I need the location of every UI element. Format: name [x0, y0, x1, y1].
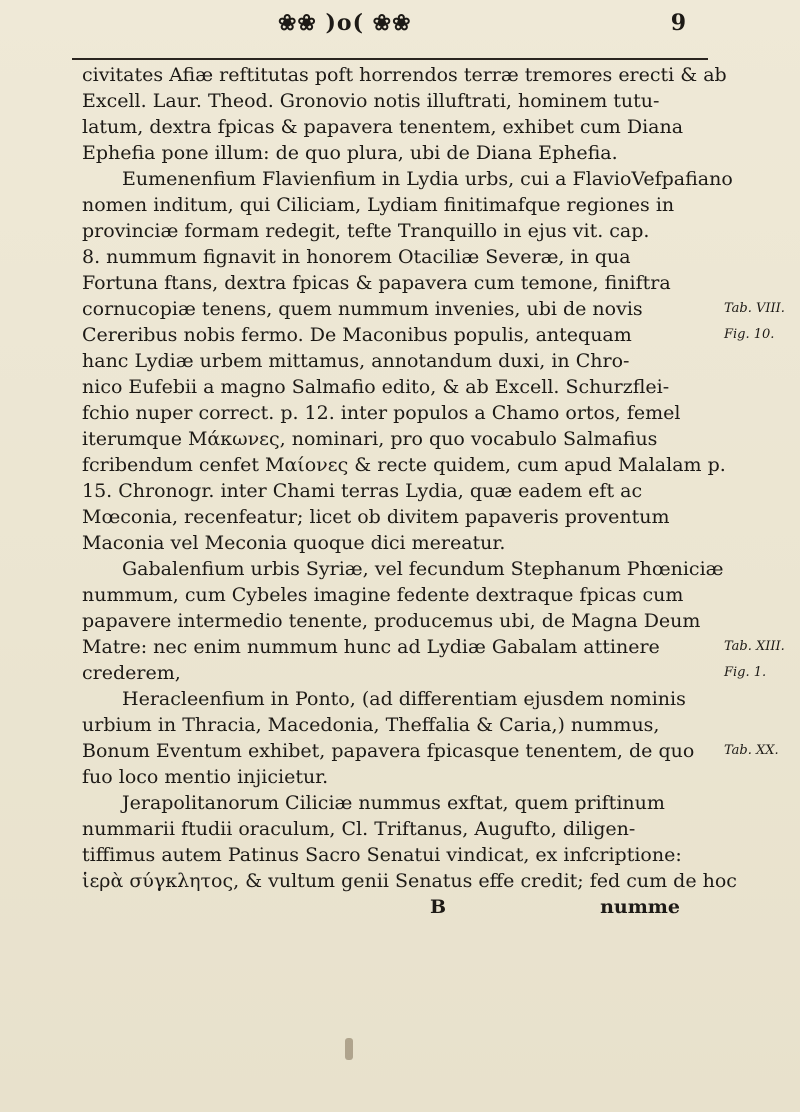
- margin-note-fig: Fig. 10.: [724, 327, 775, 342]
- text-line: nummarii ftudii oraculum, Cl. Triftanus, Augufto, diligen-: [82, 818, 636, 840]
- text-line: fuo loco mentio injicietur.: [82, 766, 329, 788]
- text-line: Heracleenfium in Ponto, (ad differentiam ejusdem nominis: [122, 688, 686, 710]
- text-line: fcribendum cenfet Μαίονες & recte quidem, cum apud Malalam p.: [82, 454, 726, 476]
- page-header: [80, 10, 700, 50]
- margin-note-tab: Tab. XX.: [724, 743, 779, 758]
- text-line: hanc Lydiæ urbem mittamus, annotandum duxi, in Chro-: [82, 350, 630, 372]
- text-line: Ephefia pone illum: de quo plura, ubi de Diana Ephefia.: [82, 142, 618, 164]
- header-ornament: ❀❀ )o( ❀❀: [278, 10, 412, 36]
- text-line: cornucopiæ tenens, quem nummum invenies, ubi de novis Tab. VIII.: [82, 298, 785, 320]
- text-line: papavere intermedio tenente, producemus ubi, de Magna Deum: [82, 610, 701, 632]
- text-line: fchio nuper correct. p. 12. inter populos a Chamo ortos, femel: [82, 402, 681, 424]
- text-line: tiffimus autem Patinus Sacro Senatui vindicat, ex infcriptione:: [82, 844, 682, 866]
- text-line: Gabalenfium urbis Syriæ, vel fecundum Stephanum Phœniciæ: [122, 558, 724, 580]
- page-number: 9: [670, 10, 686, 36]
- text-line: urbium in Thracia, Macedonia, Theffalia & Caria,) nummus,: [82, 714, 660, 736]
- text-line: Maconia vel Meconia quoque dici mereatur.: [82, 532, 506, 554]
- text-line: nummum, cum Cybeles imagine fedente dextraque fpicas cum: [82, 584, 684, 606]
- text-line: 15. Chronogr. inter Chami terras Lydia, quæ eadem eft ac: [82, 480, 643, 502]
- margin-note-fig: Fig. 1.: [724, 665, 767, 680]
- text-line: Fortuna ftans, dextra fpicas & papavera cum temone, finiftra: [82, 272, 671, 294]
- text-line: crederem, Fig. 1.: [82, 662, 767, 684]
- text-line: Eumenenfium Flavienfium in Lydia urbs, cui a FlavioVefpafiano: [122, 168, 733, 190]
- signature-mark: B: [430, 896, 447, 918]
- text-line: Bonum Eventum exhibet, papavera fpicasque tenentem, de quo Tab. XX.: [82, 740, 779, 762]
- header-rule: [72, 58, 708, 60]
- text-line: Mœconia, recenfeatur; licet ob divitem papaveris proventum: [82, 506, 670, 528]
- text-line: civitates Afiæ reftitutas poft horrendos terræ tremores erecti & ab: [82, 64, 727, 86]
- margin-note-tab: Tab. VIII.: [724, 301, 785, 316]
- text-line: ἱερὰ σύγκλητος, & vultum genii Senatus effe credit; fed cum de hoc: [82, 870, 737, 892]
- text-line: 8. nummum fignavit in honorem Otaciliæ Severæ, in qua: [82, 246, 631, 268]
- text-line: Excell. Laur. Theod. Gronovio notis illuftrati, hominem tutu-: [82, 90, 660, 112]
- text-line: Matre: nec enim nummum hunc ad Lydiæ Gabalam attinere Tab. XIII.: [82, 636, 785, 658]
- text-line: nomen inditum, qui Ciliciam, Lydiam finitimafque regiones in: [82, 194, 675, 216]
- footer-line: [82, 894, 722, 920]
- text-line: Cereribus nobis fermo. De Maconibus populis, antequam Fig. 10.: [82, 324, 775, 346]
- text-line: latum, dextra fpicas & papavera tenentem, exhibet cum Diana: [82, 116, 684, 138]
- margin-note-tab: Tab. XIII.: [724, 639, 785, 654]
- text-line: Jerapolitanorum Ciliciæ nummus exftat, quem priftinum: [122, 792, 665, 814]
- text-line: iterumque Μάκωνες, nominari, pro quo vocabulo Salmafius: [82, 428, 658, 450]
- catchword: numme: [600, 896, 680, 918]
- body-text: [82, 62, 785, 920]
- ink-stain: [345, 1038, 353, 1060]
- text-line: nico Eufebii a magno Salmafio edito, & ab Excell. Schurzflei-: [82, 376, 670, 398]
- text-line: provinciæ formam redegit, tefte Tranquillo in ejus vit. cap.: [82, 220, 650, 242]
